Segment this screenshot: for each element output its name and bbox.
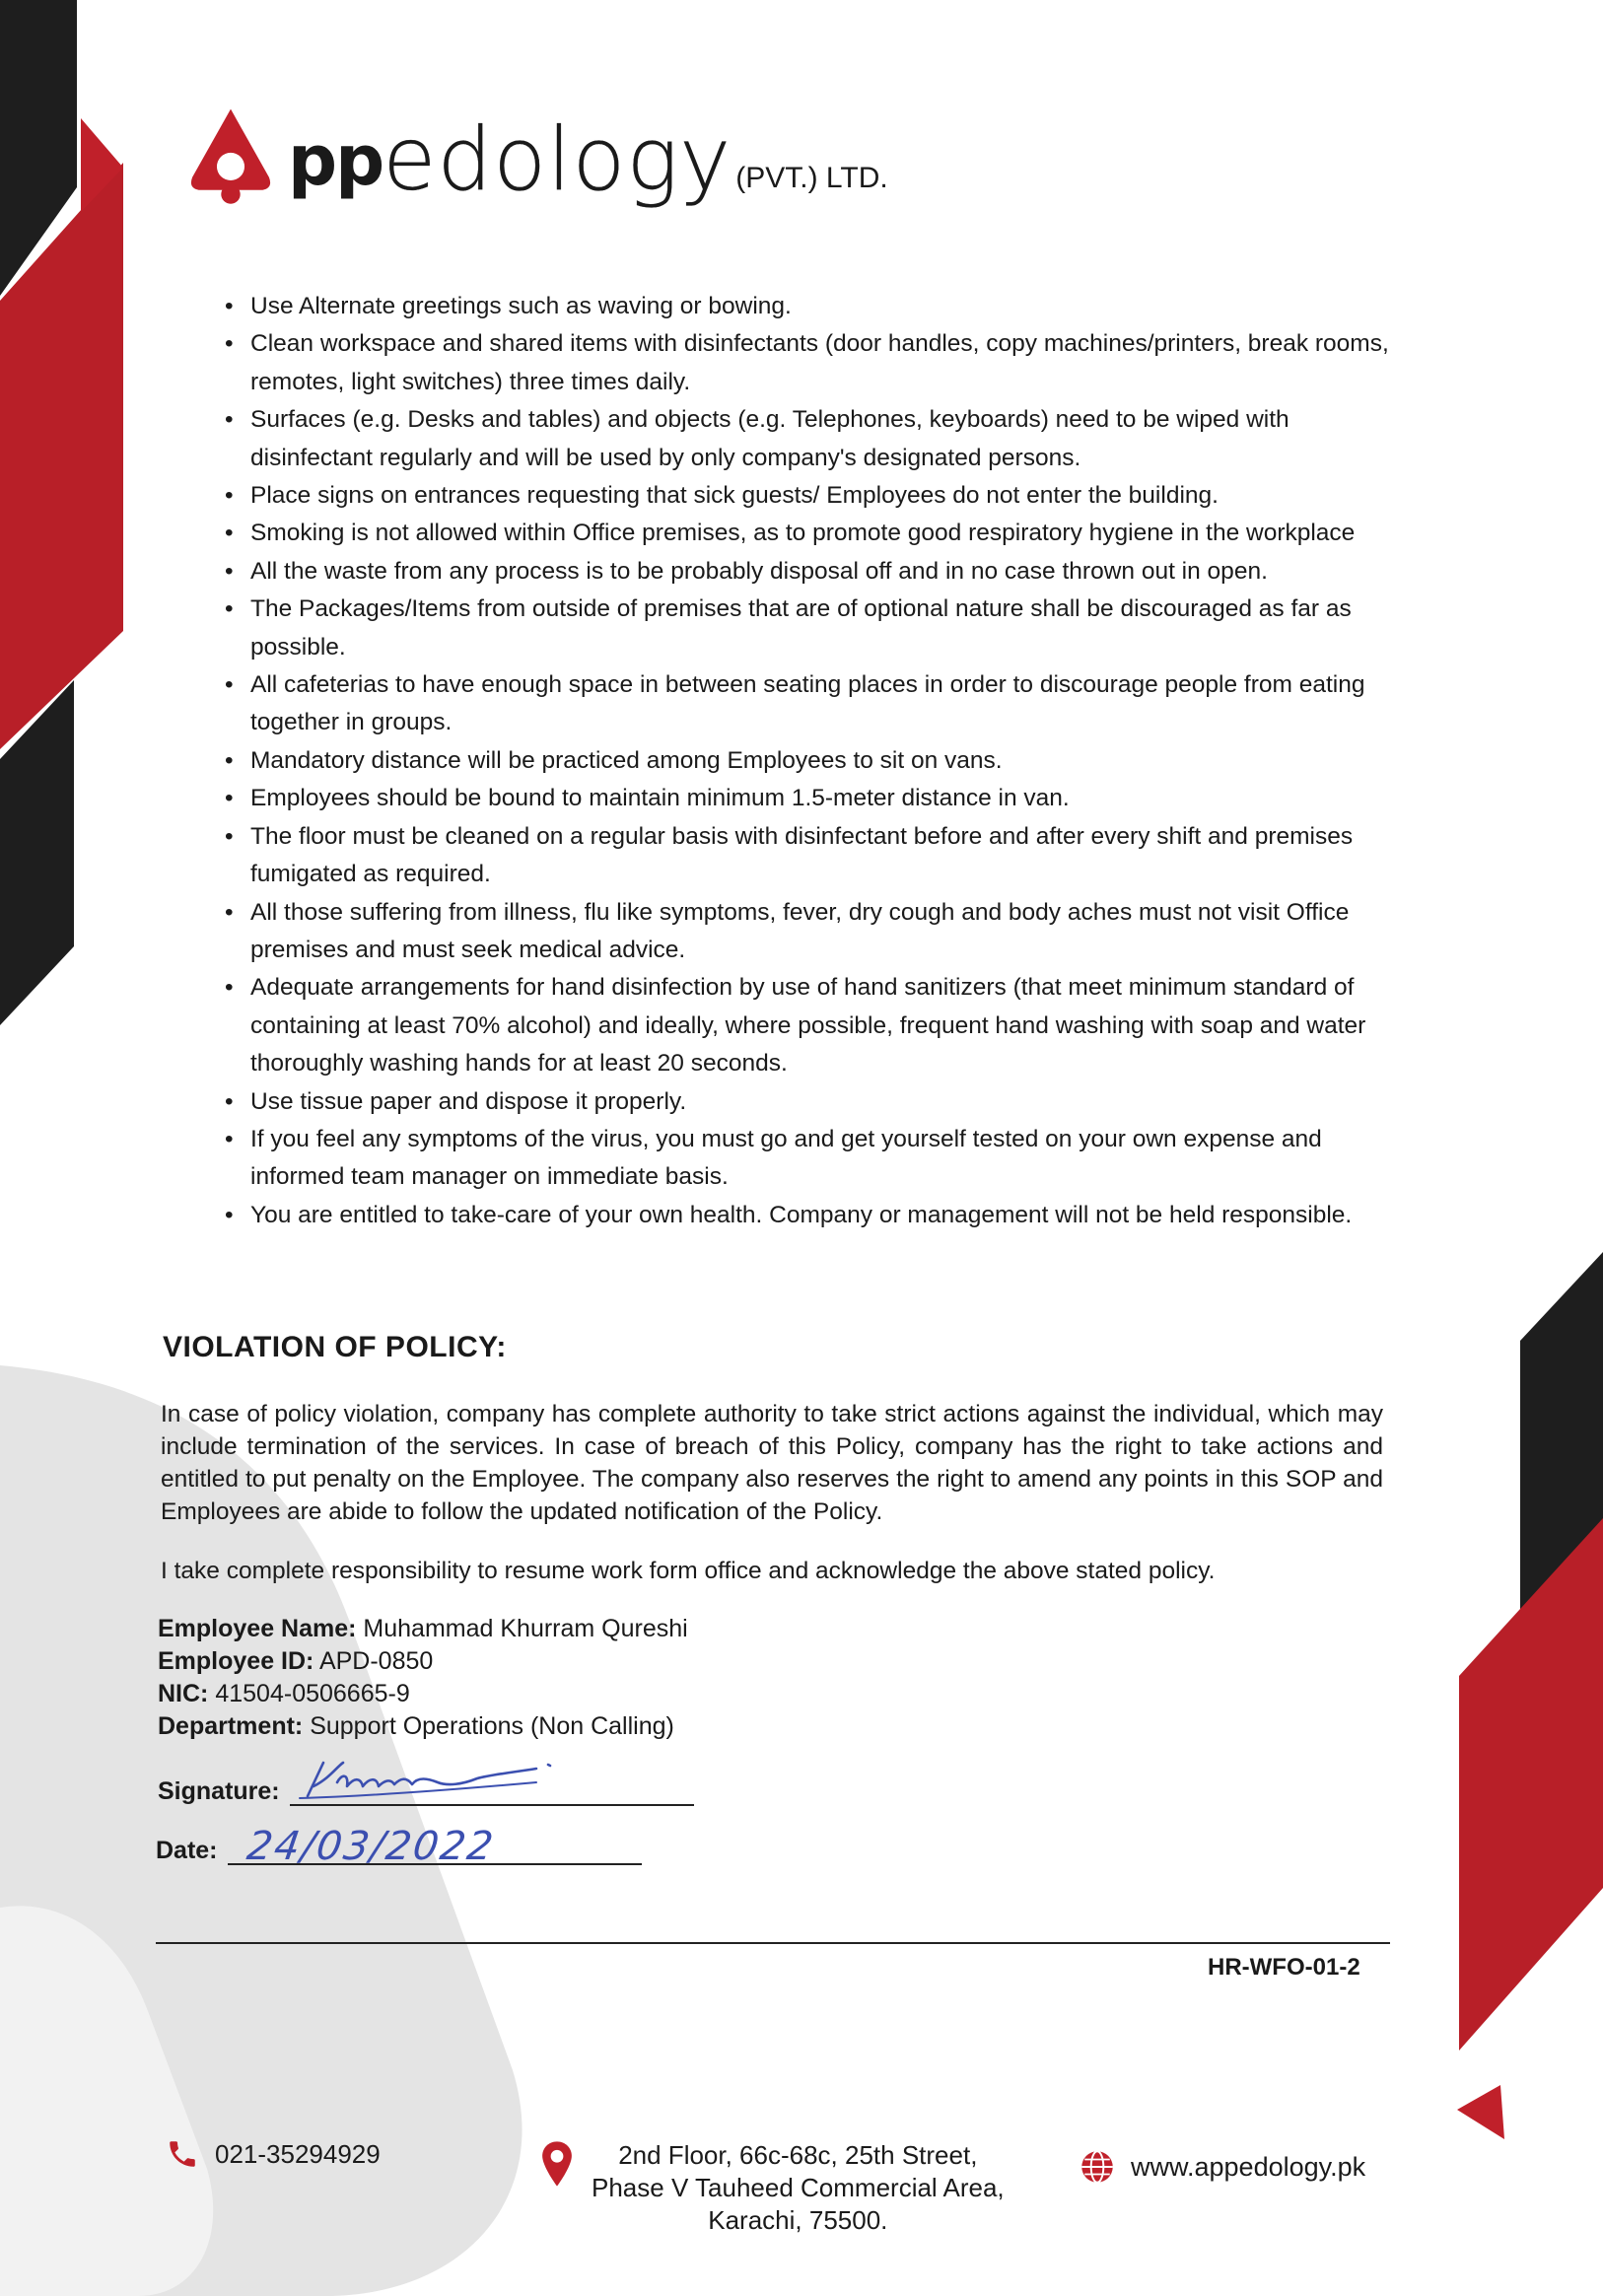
handwritten-signature-image xyxy=(290,1757,576,1802)
contact-website xyxy=(1080,2149,1365,2185)
address-text xyxy=(592,2139,1005,2237)
department-label: Department: xyxy=(158,1712,304,1740)
address-line: Karachi, 75500. xyxy=(708,2205,888,2235)
policy-list xyxy=(225,288,1418,1234)
contact-phone xyxy=(166,2137,381,2171)
department-value: Support Operations (Non Calling) xyxy=(310,1712,674,1740)
logo-text-edology: edology xyxy=(383,108,732,210)
date-line xyxy=(228,1824,642,1869)
globe-icon xyxy=(1080,2149,1115,2185)
nic-row xyxy=(158,1678,688,1710)
acknowledgement-statement: I take complete responsibility to resume work form office and acknowledge the above stated policy. xyxy=(161,1558,1216,1584)
address-line: 2nd Floor, 66c-68c, 25th Street, xyxy=(618,2140,978,2170)
location-pin-icon xyxy=(540,2139,574,2189)
logo-suffix: (PVT.) LTD. xyxy=(735,162,888,194)
policy-item: • Use tissue paper and dispose it properly. xyxy=(225,1083,1418,1121)
handwritten-date: 24/03/2022 xyxy=(244,1824,498,1869)
phone-number: 021-35294929 xyxy=(215,2138,381,2169)
violation-paragraph: In case of policy violation, company has complete authority to take strict actions against the individual, which may include termination of the services. In case of breach of this Policy, company has the right to take actions and entitled to put penalty on the Employee. The company also reserves the right to amend any points in this SOP and Employees are abide to follow the updated notification of the Policy. xyxy=(161,1401,1383,1525)
signature-field xyxy=(158,1765,694,1806)
policy-item: • All those suffering from illness, flu like symptoms, fever, dry cough and body aches must not visit Office premises and must seek medical advice. xyxy=(225,894,1418,970)
policy-item: • Use Alternate greetings such as waving or bowing. xyxy=(225,288,1418,325)
violation-heading: VIOLATION OF POLICY: xyxy=(163,1331,507,1363)
right-red-band xyxy=(1459,1518,1603,2051)
policy-item: • You are entitled to take-care of your own health. Company or management will not be held responsible. xyxy=(225,1197,1418,1234)
policy-item: • All cafeterias to have enough space in between seating places in order to discourage people from eating together in groups. xyxy=(225,666,1418,742)
employee-name-label: Employee Name: xyxy=(158,1615,357,1642)
policy-item: • Clean workspace and shared items with disinfectants (door handles, copy machines/printers, break rooms, remotes, light switches) three times daily. xyxy=(225,325,1418,401)
phone-icon xyxy=(166,2137,199,2171)
right-red-arrow xyxy=(1457,2085,1504,2139)
policy-item: • The floor must be cleaned on a regular basis with disinfectant before and after every shift and premises fumigated as required. xyxy=(225,818,1418,894)
nic-label: NIC: xyxy=(158,1680,209,1707)
date-field xyxy=(156,1824,642,1869)
policy-item: • Smoking is not allowed within Office premises, as to promote good respiratory hygiene in the workplace xyxy=(225,515,1418,552)
policy-item: • Surfaces (e.g. Desks and tables) and objects (e.g. Telephones, keyboards) need to be wiped with disinfectant regularly and will be used by only company's designated persons. xyxy=(225,401,1418,477)
department-row xyxy=(158,1710,688,1743)
policy-item: • If you feel any symptoms of the virus, you must go and get yourself tested on your own expense and informed team manager on immediate basis. xyxy=(225,1121,1418,1197)
employee-name-row xyxy=(158,1613,688,1645)
signature-label: Signature: xyxy=(158,1777,280,1805)
nic-value: 41504-0506665-9 xyxy=(215,1680,410,1707)
policy-item: • Mandatory distance will be practiced among Employees to sit on vans. xyxy=(225,742,1418,780)
policy-item: • All the waste from any process is to be probably disposal off and in no case thrown out in open. xyxy=(225,553,1418,591)
policy-item: • Adequate arrangements for hand disinfection by use of hand sanitizers (that meet minimum standard of containing at least 70% alcohol) and ideally, where possible, frequent hand washing with soap and water thoroughly washing hands for at least 20 seconds. xyxy=(225,969,1418,1082)
contact-address xyxy=(540,2139,1005,2237)
policy-item: • The Packages/Items from outside of premises that are of optional nature shall be discouraged as far as possible. xyxy=(225,591,1418,666)
company-logo xyxy=(177,99,888,210)
logo-text-pp: pp xyxy=(288,120,383,201)
policy-item: • Place signs on entrances requesting that sick guests/ Employees do not enter the building. xyxy=(225,477,1418,515)
date-label: Date: xyxy=(156,1837,218,1864)
employee-id-value: APD-0850 xyxy=(318,1647,434,1675)
address-line: Phase V Tauheed Commercial Area, xyxy=(592,2173,1005,2202)
website-link[interactable]: www.appedology.pk xyxy=(1131,2151,1366,2182)
employee-details xyxy=(158,1613,688,1743)
employee-id-label: Employee ID: xyxy=(158,1647,314,1675)
policy-item: • Employees should be bound to maintain minimum 1.5-meter distance in van. xyxy=(225,780,1418,817)
appedology-a-logo-icon xyxy=(177,101,284,207)
signature-line xyxy=(290,1765,694,1806)
employee-name-value: Muhammad Khurram Qureshi xyxy=(363,1615,688,1642)
employee-id-row xyxy=(158,1645,688,1678)
document-code: HR-WFO-01-2 xyxy=(1208,1954,1360,1981)
footer-divider xyxy=(156,1942,1390,1944)
